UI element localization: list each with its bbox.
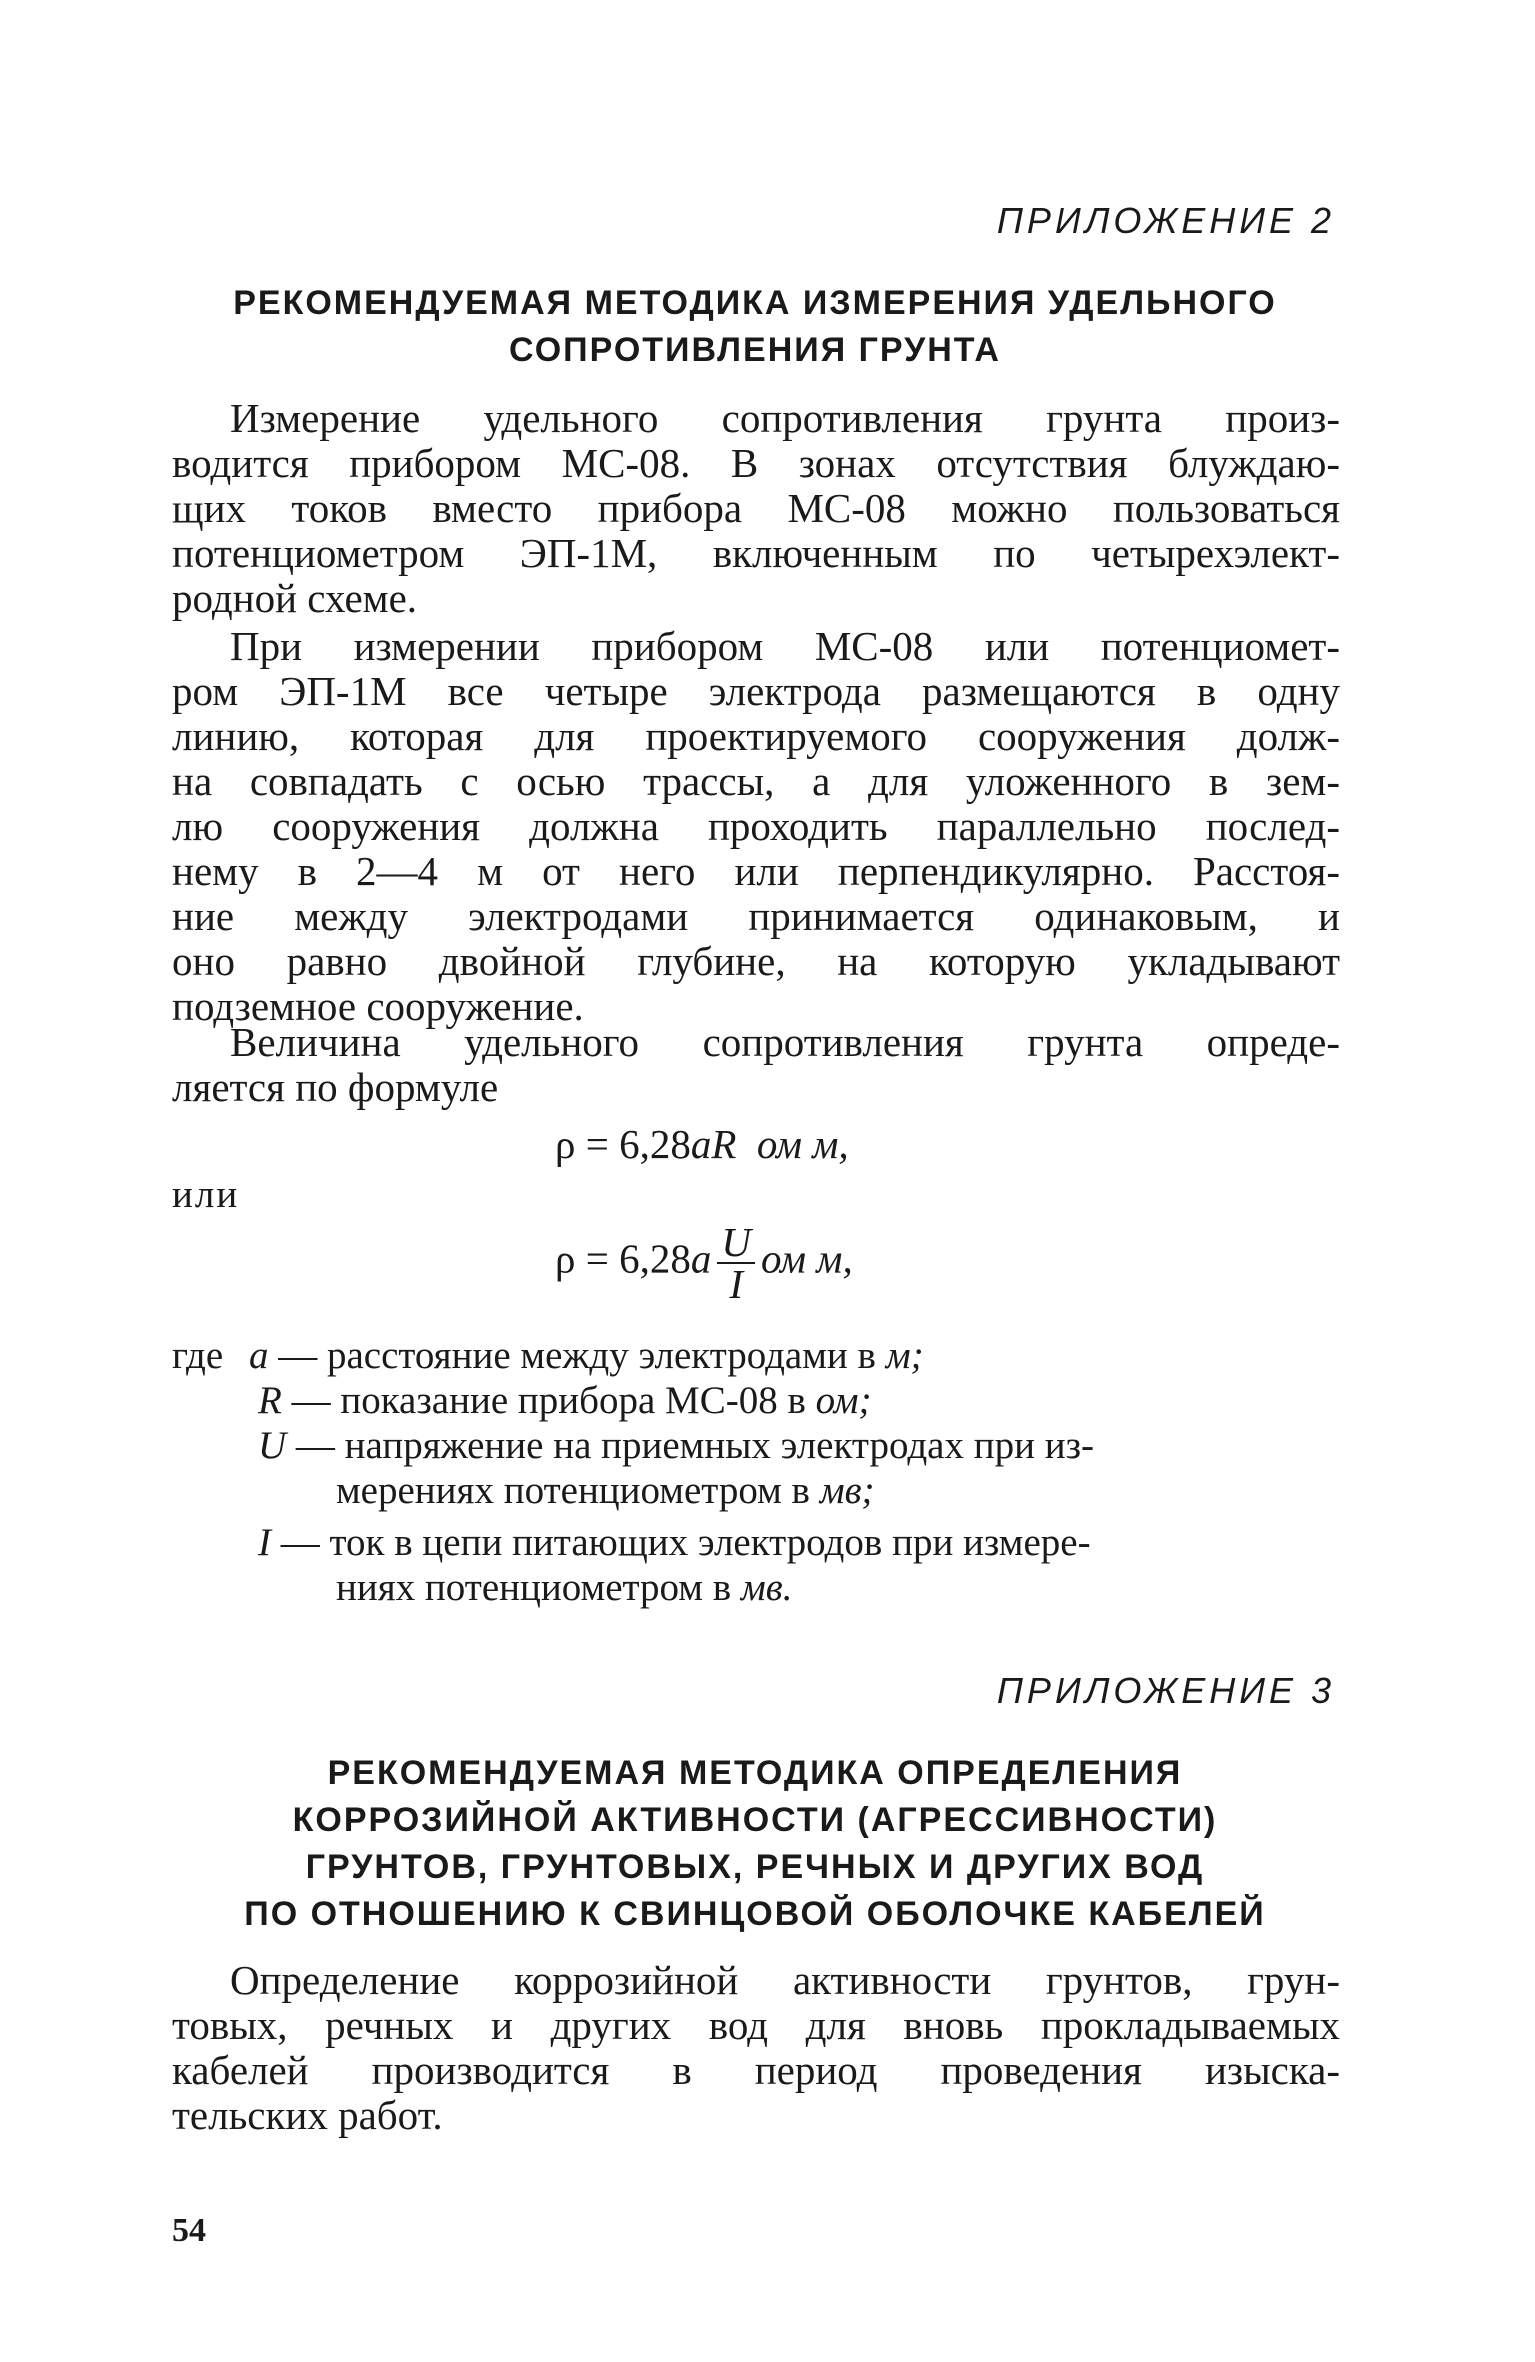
text-line: потенциометром ЭП-1М, включенным по четырехэлект- bbox=[172, 530, 1340, 576]
page-number: 54 bbox=[172, 2212, 206, 2249]
formula-unit: ом м, bbox=[760, 1235, 853, 1282]
definition-text: ниях потенциометром в bbox=[336, 1566, 741, 1609]
appendix-3-heading bbox=[160, 1750, 1350, 1938]
text-line: товых, речных и других вод для вновь прокладываемых bbox=[172, 2002, 1340, 2048]
definition-text: — ток в цепи питающих электродов при измере- bbox=[280, 1521, 1091, 1564]
text-line: Измерение удельного сопротивления грунта произ- bbox=[230, 395, 1340, 441]
definition-symbol: a bbox=[248, 1334, 269, 1377]
appendix-3-label: ПРИЛОЖЕНИЕ 3 bbox=[996, 1670, 1335, 1711]
text-line: ляется по формуле bbox=[172, 1064, 499, 1110]
heading-line: РЕКОМЕНДУЕМАЯ МЕТОДИКА ОПРЕДЕЛЕНИЯ bbox=[327, 1754, 1183, 1792]
appendix-2-label: ПРИЛОЖЕНИЕ 2 bbox=[996, 200, 1335, 241]
or-word: или bbox=[172, 1173, 240, 1216]
definition-text: — показание прибора МС-08 в bbox=[291, 1379, 816, 1422]
fraction-denominator: I bbox=[729, 1261, 743, 1307]
text-line: ром ЭП-1М все четыре электрода размещаются в одну bbox=[172, 668, 1340, 714]
formula-vars: aR bbox=[690, 1121, 737, 1167]
text-line: родной схеме. bbox=[172, 575, 418, 621]
text-line: Определение коррозийной активности грунтов, грун- bbox=[230, 1957, 1340, 2003]
where-word: где bbox=[172, 1334, 224, 1377]
definition-symbol: U bbox=[258, 1424, 287, 1467]
text-line: Величина удельного сопротивления грунта опреде- bbox=[230, 1019, 1340, 1065]
definition-text: — напряжение на приемных электродах при из- bbox=[295, 1424, 1094, 1467]
text-line: При измерении прибором МС-08 или потенциомет- bbox=[230, 623, 1340, 669]
appendix-2-paragraph-1 bbox=[172, 396, 1340, 621]
text-line: тельских работ. bbox=[172, 2092, 443, 2138]
text-line: кабелей производится в период проведения изыска- bbox=[172, 2047, 1340, 2093]
text-line: линию, которая для проектируемого сооружения долж- bbox=[172, 713, 1340, 759]
definition-row bbox=[258, 1378, 872, 1423]
fraction bbox=[717, 1219, 755, 1307]
heading-line: КОРРОЗИЙНОЙ АКТИВНОСТИ (АГРЕССИВНОСТИ) bbox=[292, 1801, 1218, 1839]
definition-text: мерениях потенциометром в bbox=[336, 1469, 820, 1512]
definition-unit: мв. bbox=[740, 1566, 793, 1609]
formula-1 bbox=[555, 1120, 849, 1168]
text-line: на совпадать с осью трассы, а для уложенного в зем- bbox=[172, 758, 1340, 804]
formula-lhs: ρ = 6,28 bbox=[555, 1235, 691, 1282]
heading-line: ПО ОТНОШЕНИЮ К СВИНЦОВОЙ ОБОЛОЧКЕ КАБЕЛЕЙ bbox=[244, 1895, 1266, 1933]
appendix-2-paragraph-3 bbox=[172, 1020, 1340, 1110]
definition-row bbox=[172, 1333, 924, 1378]
heading-line: ГРУНТОВ, ГРУНТОВЫХ, РЕЧНЫХ И ДРУГИХ ВОД bbox=[305, 1848, 1205, 1886]
text-line: водится прибором МС-08. В зонах отсутствия блуждаю- bbox=[172, 440, 1340, 486]
definition-row bbox=[336, 1565, 792, 1610]
fraction-numerator: U bbox=[717, 1222, 755, 1264]
text-line: оно равно двойной глубине, на которую укладывают bbox=[172, 938, 1340, 984]
definition-row bbox=[258, 1423, 1094, 1468]
appendix-2-heading bbox=[160, 280, 1350, 374]
appendix-2-paragraph-2 bbox=[172, 624, 1340, 1029]
definition-symbol: I bbox=[258, 1521, 271, 1564]
definition-unit: м; bbox=[885, 1334, 924, 1377]
text-line: ние между электродами принимается одинаковым, и bbox=[172, 893, 1340, 939]
text-line: лю сооружения должна проходить параллельно послед- bbox=[172, 803, 1340, 849]
formula-unit: ом м, bbox=[756, 1121, 849, 1167]
definition-row bbox=[258, 1520, 1091, 1565]
text-line: щих токов вместо прибора МС-08 можно пользоваться bbox=[172, 485, 1340, 531]
definition-symbol: R bbox=[258, 1379, 282, 1422]
heading-line: СОПРОТИВЛЕНИЯ ГРУНТА bbox=[509, 331, 1001, 369]
definition-text: — расстояние между электродами в bbox=[278, 1334, 886, 1377]
definition-unit: ом; bbox=[815, 1379, 872, 1422]
text-line: нему в 2—4 м от него или перпендикулярно. Расстоя- bbox=[172, 848, 1340, 894]
definition-row bbox=[336, 1468, 875, 1513]
formula-2 bbox=[555, 1219, 853, 1307]
definition-unit: мв; bbox=[819, 1469, 875, 1512]
text-line: подземное сооружение. bbox=[172, 983, 584, 1029]
appendix-3-paragraph-1 bbox=[172, 1958, 1340, 2138]
heading-line: РЕКОМЕНДУЕМАЯ МЕТОДИКА ИЗМЕРЕНИЯ УДЕЛЬНОГО bbox=[233, 284, 1277, 322]
formula-lhs: ρ = 6,28 bbox=[555, 1121, 691, 1167]
formula-var: a bbox=[690, 1235, 712, 1282]
